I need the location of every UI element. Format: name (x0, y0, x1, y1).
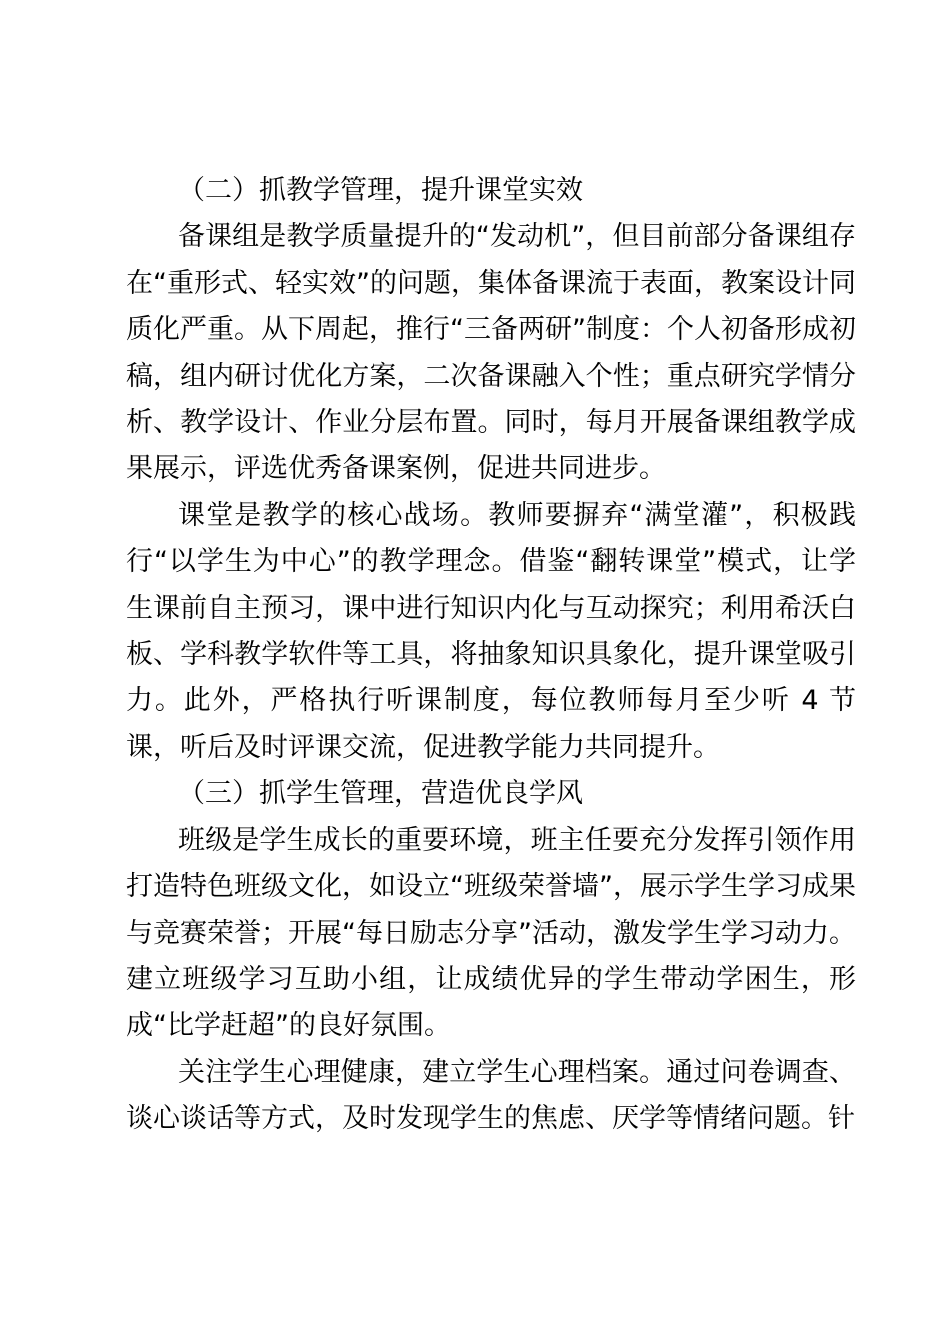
paragraph-class-culture: 班级是学生成长的重要环境，班主任要充分发挥引领作用打造特色班级文化，如设立“班级荣誉墙”，展示学生学习成果与竞赛荣誉；开展“每日励志分享”活动，激发学生学习动力。建立班级学习互助小组，让成绩优异的学生带动学困生，形成“比学赶超”的良好氛围。 (126, 824, 856, 1042)
paragraph-lesson-prep: 备课组是教学质量提升的“发动机”，但目前部分备课组存在“重形式、轻实效”的问题，集体备课流于表面，教案设计同质化严重。从下周起，推行“三备两研”制度：个人初备形成初稿，组内研讨优化方案，二次备课融入个性；重点研究学情分析、教学设计、作业分层布置。同时，每月开展备课组教学成果展示，评选优秀备课案例，促进共同进步。 (126, 221, 856, 485)
section-heading-students: （三）抓学生管理，营造优良学风 (178, 778, 583, 810)
paragraph-classroom: 课堂是教学的核心战场。教师要摒弃“满堂灌”，积极践行“以学生为中心”的教学理念。借鉴“翻转课堂”模式，让学生课前自主预习，课中进行知识内化与互动探究；利用希沃白板、学科教学软件等工具，将抽象知识具象化，提升课堂吸引力。此外，严格执行听课制度，每位教师每月至少听 4 节课，听后及时评课交流，促进教学能力共同提升。 (126, 499, 856, 763)
section-heading-teaching: （二）抓教学管理，提升课堂实效 (178, 175, 583, 206)
paragraph-mental-health: 关注学生心理健康，建立学生心理档案。通过问卷调查、谈心谈话等方式，及时发现学生的焦虑、厌学等情绪问题。针 (126, 1056, 856, 1135)
document-body (126, 168, 856, 1143)
